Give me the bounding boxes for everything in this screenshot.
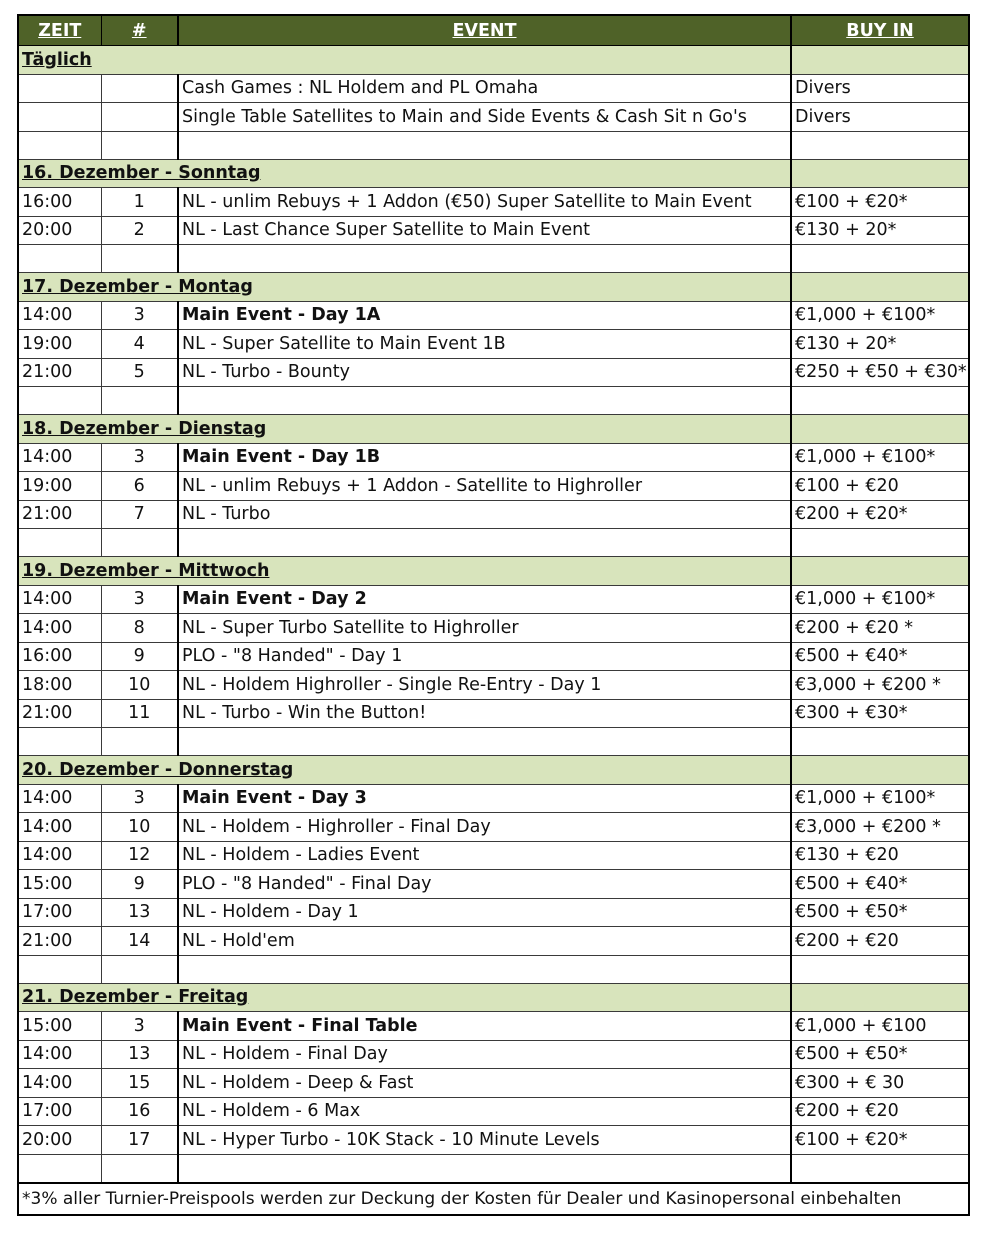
event-row — [18, 500, 969, 529]
header-event: EVENT — [178, 15, 791, 46]
event-number: 12 — [101, 841, 178, 870]
event-buy-in: €100 + €20 — [791, 472, 969, 501]
event-name: Single Table Satellites to Main and Side Events & Cash Sit n Go's — [178, 103, 791, 132]
event-row — [18, 358, 969, 387]
event-buy-in: €500 + €40* — [791, 870, 969, 899]
event-name: NL - Turbo - Win the Button! — [178, 699, 791, 728]
event-number — [101, 103, 178, 132]
spacer-cell — [18, 529, 101, 557]
event-time: 14:00 — [18, 813, 101, 842]
header-zeit: ZEIT — [18, 15, 101, 46]
event-buy-in: €130 + €20 — [791, 841, 969, 870]
event-buy-in: €250 + €50 + €30* — [791, 358, 969, 387]
day-buy-in-empty — [791, 756, 969, 785]
event-buy-in: €3,000 + €200 * — [791, 813, 969, 842]
event-time: 19:00 — [18, 472, 101, 501]
spacer-cell — [101, 245, 178, 273]
event-number: 3 — [101, 301, 178, 330]
event-time: 15:00 — [18, 870, 101, 899]
event-number: 5 — [101, 358, 178, 387]
event-name: Main Event - Final Table — [178, 1012, 791, 1041]
spacer-cell — [18, 728, 101, 756]
event-number: 15 — [101, 1069, 178, 1098]
event-row — [18, 1069, 969, 1098]
event-number: 3 — [101, 784, 178, 813]
event-number: 13 — [101, 898, 178, 927]
day-label: 18. Dezember - Dienstag — [18, 415, 791, 444]
event-buy-in: €1,000 + €100* — [791, 301, 969, 330]
event-row — [18, 301, 969, 330]
event-buy-in: €1,000 + €100 — [791, 1012, 969, 1041]
event-row — [18, 870, 969, 899]
event-number: 1 — [101, 188, 178, 217]
event-buy-in: €300 + €30* — [791, 699, 969, 728]
day-buy-in-empty — [791, 983, 969, 1012]
event-name: Main Event - Day 3 — [178, 784, 791, 813]
spacer-cell — [178, 387, 791, 415]
spacer-cell — [101, 955, 178, 983]
event-number: 3 — [101, 1012, 178, 1041]
event-row — [18, 642, 969, 671]
spacer-cell — [791, 131, 969, 159]
event-buy-in: €200 + €20 — [791, 1097, 969, 1126]
event-buy-in: €500 + €50* — [791, 1040, 969, 1069]
schedule-body — [18, 46, 969, 1183]
day-label: 16. Dezember - Sonntag — [18, 159, 791, 188]
event-row — [18, 1097, 969, 1126]
footnote-row — [18, 1183, 969, 1215]
spacer-cell — [791, 245, 969, 273]
event-row — [18, 330, 969, 359]
event-number: 7 — [101, 500, 178, 529]
event-time: 14:00 — [18, 1040, 101, 1069]
spacer-cell — [178, 245, 791, 273]
section-day — [18, 983, 969, 1012]
event-row — [18, 614, 969, 643]
day-buy-in-empty — [791, 159, 969, 188]
spacer-cell — [178, 728, 791, 756]
day-buy-in-empty — [791, 415, 969, 444]
event-number: 14 — [101, 927, 178, 956]
event-name: PLO - "8 Handed" - Day 1 — [178, 642, 791, 671]
event-buy-in: €200 + €20 * — [791, 614, 969, 643]
day-label: Täglich — [18, 46, 791, 75]
spacer-cell — [178, 529, 791, 557]
event-row — [18, 1126, 969, 1155]
event-number: 11 — [101, 699, 178, 728]
event-time: 21:00 — [18, 500, 101, 529]
event-row — [18, 1012, 969, 1041]
event-time: 16:00 — [18, 642, 101, 671]
event-row — [18, 1040, 969, 1069]
event-name: NL - Turbo — [178, 500, 791, 529]
section-day — [18, 159, 969, 188]
event-time: 14:00 — [18, 841, 101, 870]
event-number: 16 — [101, 1097, 178, 1126]
spacer-cell — [178, 131, 791, 159]
event-time: 19:00 — [18, 330, 101, 359]
event-buy-in: €200 + €20* — [791, 500, 969, 529]
event-time: 14:00 — [18, 1069, 101, 1098]
event-time: 14:00 — [18, 784, 101, 813]
event-time — [18, 74, 101, 103]
event-row — [18, 216, 969, 245]
day-buy-in-empty — [791, 273, 969, 302]
event-buy-in: €200 + €20 — [791, 927, 969, 956]
event-name: NL - Hyper Turbo - 10K Stack - 10 Minute Levels — [178, 1126, 791, 1155]
event-row — [18, 472, 969, 501]
spacer-row — [18, 245, 969, 273]
event-name: NL - Super Satellite to Main Event 1B — [178, 330, 791, 359]
spacer-cell — [178, 955, 791, 983]
event-row — [18, 813, 969, 842]
event-name: PLO - "8 Handed" - Final Day — [178, 870, 791, 899]
spacer-cell — [101, 131, 178, 159]
event-name: NL - Holdem - 6 Max — [178, 1097, 791, 1126]
event-name: Cash Games : NL Holdem and PL Omaha — [178, 74, 791, 103]
event-row — [18, 443, 969, 472]
event-time: 17:00 — [18, 1097, 101, 1126]
event-number: 9 — [101, 870, 178, 899]
event-name: Main Event - Day 1B — [178, 443, 791, 472]
event-row — [18, 699, 969, 728]
day-label: 20. Dezember - Donnerstag — [18, 756, 791, 785]
event-number: 3 — [101, 585, 178, 614]
day-label: 21. Dezember - Freitag — [18, 983, 791, 1012]
event-time: 20:00 — [18, 1126, 101, 1155]
spacer-row — [18, 131, 969, 159]
event-number: 10 — [101, 671, 178, 700]
tournament-schedule-table — [17, 14, 970, 1216]
event-number — [101, 74, 178, 103]
spacer-cell — [791, 387, 969, 415]
event-time: 21:00 — [18, 699, 101, 728]
event-name: NL - Hold'em — [178, 927, 791, 956]
event-name: Main Event - Day 2 — [178, 585, 791, 614]
section-daily — [18, 46, 969, 75]
spacer-row — [18, 1154, 969, 1183]
event-number: 10 — [101, 813, 178, 842]
event-row — [18, 841, 969, 870]
day-label: 19. Dezember - Mittwoch — [18, 557, 791, 586]
spacer-cell — [18, 1154, 101, 1183]
event-number: 4 — [101, 330, 178, 359]
event-buy-in: €300 + € 30 — [791, 1069, 969, 1098]
event-row — [18, 784, 969, 813]
spacer-row — [18, 387, 969, 415]
event-name: NL - Last Chance Super Satellite to Main Event — [178, 216, 791, 245]
event-buy-in: €100 + €20* — [791, 188, 969, 217]
event-number: 6 — [101, 472, 178, 501]
day-buy-in-empty — [791, 557, 969, 586]
event-time: 21:00 — [18, 358, 101, 387]
event-buy-in: Divers — [791, 103, 969, 132]
event-name: NL - Super Turbo Satellite to Highroller — [178, 614, 791, 643]
spacer-row — [18, 955, 969, 983]
event-name: NL - Turbo - Bounty — [178, 358, 791, 387]
spacer-cell — [18, 131, 101, 159]
event-time: 16:00 — [18, 188, 101, 217]
event-row — [18, 74, 969, 103]
event-row — [18, 585, 969, 614]
event-time: 20:00 — [18, 216, 101, 245]
spacer-cell — [791, 728, 969, 756]
event-time: 14:00 — [18, 443, 101, 472]
event-row — [18, 103, 969, 132]
event-number: 3 — [101, 443, 178, 472]
event-buy-in: €100 + €20* — [791, 1126, 969, 1155]
event-buy-in: €1,000 + €100* — [791, 585, 969, 614]
spacer-cell — [791, 1154, 969, 1183]
event-row — [18, 671, 969, 700]
event-buy-in: €1,000 + €100* — [791, 443, 969, 472]
event-row — [18, 898, 969, 927]
header-row — [18, 15, 969, 46]
event-name: NL - unlim Rebuys + 1 Addon (€50) Super Satellite to Main Event — [178, 188, 791, 217]
spacer-cell — [101, 728, 178, 756]
spacer-cell — [101, 1154, 178, 1183]
event-time: 14:00 — [18, 585, 101, 614]
event-name: NL - Holdem Highroller - Single Re-Entry - Day 1 — [178, 671, 791, 700]
spacer-cell — [18, 955, 101, 983]
spacer-cell — [18, 245, 101, 273]
spacer-cell — [101, 529, 178, 557]
event-number: 13 — [101, 1040, 178, 1069]
section-day — [18, 273, 969, 302]
event-buy-in: €130 + 20* — [791, 216, 969, 245]
event-buy-in: €130 + 20* — [791, 330, 969, 359]
event-name: NL - Holdem - Final Day — [178, 1040, 791, 1069]
section-day — [18, 557, 969, 586]
event-time: 14:00 — [18, 301, 101, 330]
event-name: NL - Holdem - Deep & Fast — [178, 1069, 791, 1098]
event-buy-in: €500 + €40* — [791, 642, 969, 671]
event-time: 18:00 — [18, 671, 101, 700]
event-row — [18, 188, 969, 217]
day-label: 17. Dezember - Montag — [18, 273, 791, 302]
event-time — [18, 103, 101, 132]
spacer-cell — [101, 387, 178, 415]
header-number: # — [101, 15, 178, 46]
spacer-row — [18, 529, 969, 557]
event-buy-in: €1,000 + €100* — [791, 784, 969, 813]
spacer-cell — [18, 387, 101, 415]
event-number: 9 — [101, 642, 178, 671]
section-day — [18, 415, 969, 444]
event-name: NL - Holdem - Day 1 — [178, 898, 791, 927]
event-name: Main Event - Day 1A — [178, 301, 791, 330]
footnote: *3% aller Turnier-Preispools werden zur Deckung der Kosten für Dealer und Kasinopersonal einbehalten — [18, 1183, 969, 1215]
event-time: 21:00 — [18, 927, 101, 956]
spacer-cell — [791, 529, 969, 557]
event-name: NL - Holdem - Ladies Event — [178, 841, 791, 870]
spacer-row — [18, 728, 969, 756]
day-buy-in-empty — [791, 46, 969, 75]
event-time: 14:00 — [18, 614, 101, 643]
event-name: NL - Holdem - Highroller - Final Day — [178, 813, 791, 842]
event-name: NL - unlim Rebuys + 1 Addon - Satellite to Highroller — [178, 472, 791, 501]
spacer-cell — [791, 955, 969, 983]
event-time: 15:00 — [18, 1012, 101, 1041]
header-buy-in: BUY IN — [791, 15, 969, 46]
spacer-cell — [178, 1154, 791, 1183]
event-buy-in: Divers — [791, 74, 969, 103]
event-number: 17 — [101, 1126, 178, 1155]
section-day — [18, 756, 969, 785]
event-buy-in: €500 + €50* — [791, 898, 969, 927]
event-row — [18, 927, 969, 956]
event-number: 2 — [101, 216, 178, 245]
event-number: 8 — [101, 614, 178, 643]
event-buy-in: €3,000 + €200 * — [791, 671, 969, 700]
event-time: 17:00 — [18, 898, 101, 927]
